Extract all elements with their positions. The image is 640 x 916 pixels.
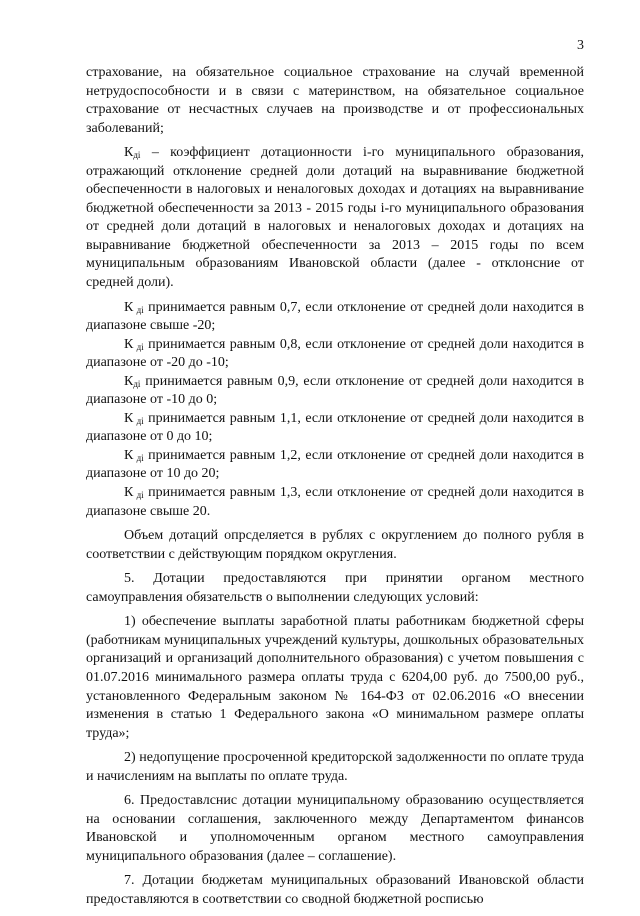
paragraph-coef-0-9 — [86, 373, 584, 410]
coef-subscript: дi — [133, 150, 141, 161]
paragraph-section-6: 6. Предоставлснис дотации муниципальному образованию осуществляется на основании соглашения, заключенного между Департаментом финансов Ивановской и уполномоченным органом местного самоуправления муниципального образования (далее – соглашение). — [86, 793, 584, 864]
coef-subscript: дi — [133, 415, 144, 426]
paragraph-condition-2: 2) недопущение просроченной кредиторской задолженности по оплате труда и начислениям на выплаты по оплате труда. — [86, 750, 584, 784]
coef-rule-text: принимается равным 1,1, если отклонение от средней доли находится в диапазоне от 0 до 10; — [86, 410, 585, 445]
coef-letter: К — [124, 485, 134, 501]
coef-subscript: дi — [133, 341, 144, 352]
coef-letter: К — [124, 373, 134, 389]
coef-rule-text: принимается равным 1,3, если отклонение от средней доли находится в диапазоне свыше 20. — [86, 485, 585, 519]
coef-subscript: дi — [133, 378, 141, 389]
coef-letter: К — [124, 299, 134, 315]
paragraph-section-5: 5. Дотации предоставляются при принятии органом местного самоуправления обязательств о выполнении следующих условий: — [86, 571, 584, 605]
coef-rule-text: принимается равным 0,7, если отклонение от средней доли находится в диапазоне свыше -20; — [86, 299, 585, 334]
paragraph-condition-1: 1) обеспечение выплаты заработной платы работникам бюджетной сферы (работникам муниципальных учреждений культуры, дошкольных образовательных организаций и организаций дополнительного образования) с учетом повышения с 01.07.2016 минимального размера оплаты труда с 6204,00 руб. до 7500,00 руб., установленного Федеральным законом № 164-ФЗ от 02.06.2016 «О внесении изменения в статью 1 Федерального закона «О минимальном размере оплаты труда»; — [86, 614, 584, 741]
page-number: 3 — [577, 38, 584, 53]
coef-letter: К — [124, 145, 134, 161]
paragraph-coefficient-definition — [86, 144, 584, 292]
coef-letter: К — [124, 410, 134, 426]
coef-rule-text: принимается равным 0,8, если отклонение от средней доли находится в диапазоне от -20 до -10; — [86, 336, 585, 371]
paragraph-coef-0-7 — [86, 299, 584, 336]
paragraph-insurance: страхование, на обязательное социальное страхование на случай временной нетрудоспособности и в связи с материнством, на обязательное социальное страхование от несчастных случаев на производстве и от профессиональных заболеваний; — [86, 65, 584, 136]
coef-letter: К — [124, 336, 134, 352]
document-body — [86, 64, 584, 916]
coef-subscript: дi — [133, 490, 144, 501]
paragraph-coef-1-3 — [86, 484, 584, 521]
coef-rule-text: принимается равным 0,9, если отклонение от средней доли находится в диапазоне от -10 до 0; — [86, 373, 585, 408]
paragraph-section-7: 7. Дотации бюджетам муниципальных образований Ивановской области предоставляются в соответствии со сводной бюджетной росписью — [86, 873, 584, 907]
coef-definition-text: – коэффициент дотационности i-го муниципального образования, отражающий отклонение средней доли дотаций на выравнивание бюджетной обеспеченности в налоговых и неналоговых доходах и дотациях на выравнивание бюджетной обеспеченности за 2013 - 2015 годы i-го муниципального образования от средней доли дотаций в налоговых и неналоговых доходах и дотациях на выравнивание бюджетной обеспеченности за 2013 – 2015 годы по всем муниципальным образованиям Ивановской области (далее - отклонсние от средней доли). — [86, 145, 585, 291]
paragraph-rounding: Объем дотаций опрсделяется в рублях с округлением до полного рубля в соответствии с действующим порядком округления. — [86, 528, 584, 562]
paragraph-coef-1-1 — [86, 410, 584, 447]
coef-subscript: дi — [133, 452, 144, 463]
coef-letter: К — [124, 447, 134, 463]
coef-subscript: дi — [133, 304, 144, 315]
paragraph-coef-0-8 — [86, 336, 584, 373]
paragraph-coef-1-2 — [86, 447, 584, 484]
coef-rule-text: принимается равным 1,2, если отклонение от средней доли находится в диапазоне от 10 до 20; — [86, 447, 585, 482]
